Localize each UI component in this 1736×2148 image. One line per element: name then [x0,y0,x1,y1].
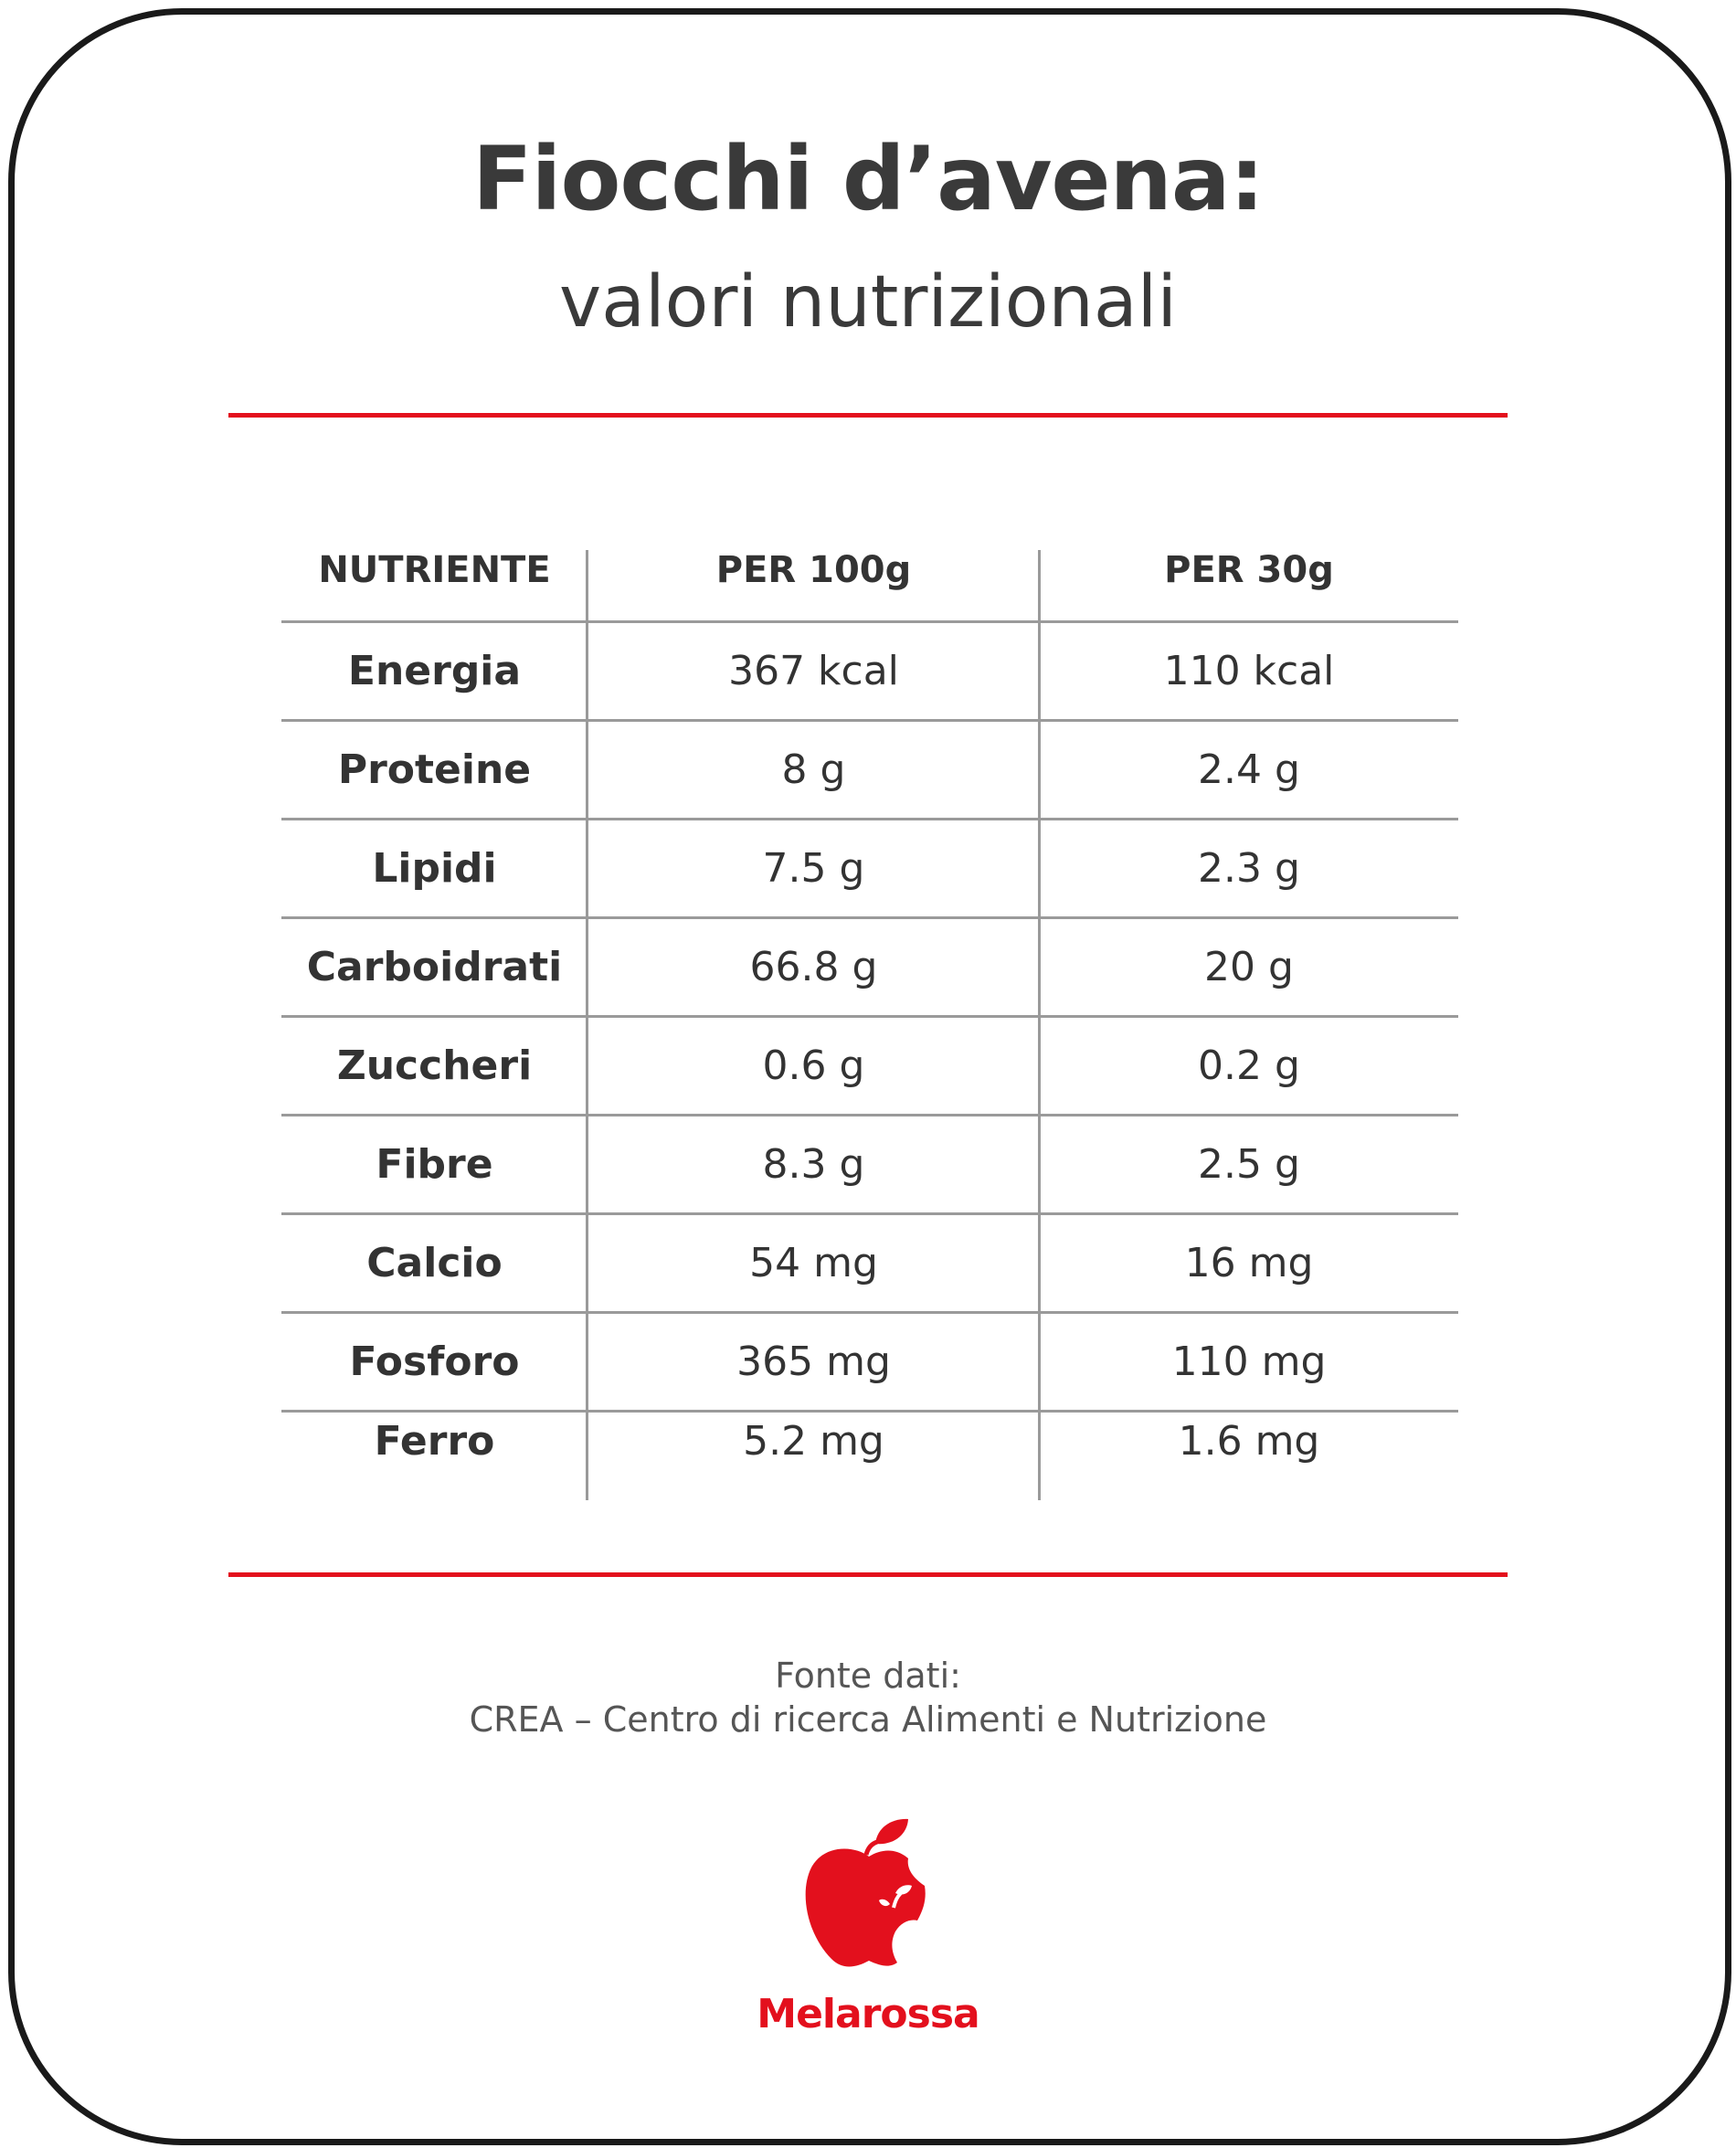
value-per-100g: 367 kcal [728,647,899,694]
table-row [281,820,1458,919]
table-row [281,722,1458,820]
column-header-per-100g: PER 100g [715,549,912,591]
column-divider [586,550,588,1500]
value-per-30g: 20 g [1204,943,1294,990]
source-text: CREA – Centro di ricerca Alimenti e Nutrizione [469,1699,1267,1740]
nutrient-name: Fosforo [349,1338,520,1385]
value-per-30g: 110 mg [1171,1338,1327,1385]
value-per-100g: 5.2 mg [743,1418,884,1465]
value-per-30g: 16 mg [1184,1239,1314,1286]
table-row [281,1314,1458,1413]
page-title: Fiocchi d’avena: [471,128,1265,230]
column-header-nutrient: NUTRIENTE [318,549,551,591]
nutrient-name: Carboidrati [306,943,563,990]
value-per-100g: 0.6 g [762,1042,865,1089]
value-per-30g: 2.5 g [1198,1140,1300,1188]
table-header-row [281,550,1458,623]
nutrient-name: Fibre [376,1140,493,1188]
value-per-30g: 110 kcal [1163,647,1335,694]
nutrient-name: Ferro [374,1418,495,1465]
value-per-100g: 54 mg [749,1239,878,1286]
table-row [281,919,1458,1018]
divider-bottom [228,1572,1508,1577]
value-per-100g: 8.3 g [762,1140,865,1188]
brand-logo-text: Melarossa [757,1991,979,2037]
value-per-100g: 7.5 g [762,844,865,892]
column-header-per-30g: PER 30g [1164,549,1334,591]
nutrient-name: Energia [347,647,522,694]
page-subtitle: valori nutrizionali [559,261,1177,344]
value-per-30g: 2.4 g [1198,746,1300,793]
table-row [281,1018,1458,1116]
table-row [281,1413,1458,1487]
table-row [281,1215,1458,1314]
apple-icon [800,1816,937,1972]
table-row [281,623,1458,722]
divider-top [228,413,1508,418]
nutrient-name: Calcio [366,1239,503,1286]
nutrient-name: Proteine [337,746,532,793]
value-per-100g: 365 mg [736,1338,891,1385]
column-divider [1038,550,1041,1500]
value-per-30g: 2.3 g [1198,844,1300,892]
source-label: Fonte dati: [775,1656,961,1696]
value-per-30g: 0.2 g [1198,1042,1300,1089]
value-per-100g: 66.8 g [749,943,878,990]
nutrient-name: Zuccheri [336,1042,533,1089]
value-per-100g: 8 g [781,746,846,793]
nutrient-name: Lipidi [372,844,497,892]
value-per-30g: 1.6 mg [1178,1418,1320,1465]
table-row [281,1116,1458,1215]
nutrition-table [281,550,1458,1487]
